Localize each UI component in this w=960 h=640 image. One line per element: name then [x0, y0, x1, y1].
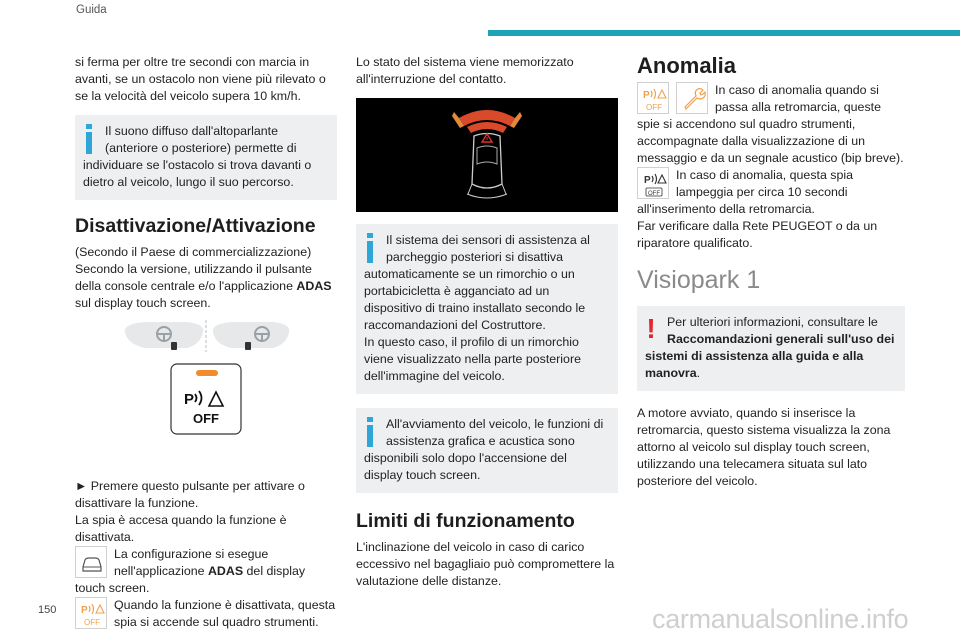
- trailer-note-text: Il sistema dei sensori di assistenza al parcheggio posteriori si disattiva automaticamente se un rimorchio o un portabicicletta è agganciato ad un dispositivo di traino installato secondo le raccomandazioni del Costruttore.: [364, 233, 590, 332]
- svg-text:P: P: [184, 391, 195, 408]
- svg-text:OFF: OFF: [84, 618, 100, 627]
- console-buttons-illustration: [75, 312, 337, 478]
- park-assist-off-icon-alt: [637, 167, 669, 199]
- startup-note: [356, 408, 618, 493]
- console-illustration: [75, 312, 337, 478]
- exclamation-icon: !: [646, 313, 656, 344]
- info-icon: [364, 233, 376, 265]
- service-wrench-icon: [676, 82, 708, 114]
- trailer-note: [356, 224, 618, 394]
- column-left: [75, 54, 337, 631]
- off-warning-text: Quando la funzione è disattivata, questa spia si accende sul quadro strumenti.: [114, 598, 336, 629]
- park-sensor-display-image: [356, 98, 618, 212]
- intro-text: si ferma per oltre tre secondi con marcia in avanti, se un ostacolo non viene più rilevato o se la velocità del veicolo supera 10 km/h.: [75, 55, 326, 103]
- column-right: [637, 54, 905, 490]
- info-icon: [83, 124, 95, 156]
- svg-text:OFF: OFF: [646, 103, 662, 112]
- svg-text:P: P: [644, 175, 651, 186]
- memo-text: Lo stato del sistema viene memorizzato all'interruzione del contatto.: [356, 55, 574, 86]
- visiopark-text: A motore avviato, quando si inserisce la retromarcia, questo sistema visualizza la zona attorno al veicolo sul display touch screen, utilizzando una telecamera situata sul lato posteriore del veicolo.: [637, 406, 891, 488]
- country-note: (Secondo il Paese di commercializzazione): [75, 245, 312, 259]
- watermark: carmanualsonline.info: [652, 604, 909, 634]
- version-text: Secondo la versione, utilizzando il pulsante della console centrale e/o l'applicazione ADAS sul display touch screen.: [75, 262, 332, 310]
- off-warning-row: [75, 597, 337, 631]
- startup-note-text: All'avviamento del veicolo, le funzioni di assistenza grafica e acustica sono disponibili solo dopo l'accensione del display touch screen.: [364, 417, 604, 482]
- section-heading-limits: Limiti di funzionamento: [356, 510, 575, 532]
- section-heading-visiopark: Visiopark 1: [637, 266, 761, 294]
- info-icon: [364, 417, 376, 449]
- svg-text:P: P: [643, 90, 650, 101]
- anomaly-row: [637, 82, 905, 167]
- section-heading-anomaly: Anomalia: [637, 53, 737, 78]
- step-press-button: ► Premere questo pulsante per attivare o disattivare la funzione.: [75, 479, 305, 510]
- trailer-note-text-2: In questo caso, il profilo di un rimorchio viene visualizzato nella parte posteriore dell'immagine del veicolo.: [364, 335, 581, 383]
- anomaly-row-2: [637, 167, 905, 218]
- warning-note: ! Per ulteriori informazioni, consultare le Raccomandazioni generali sull'uso dei sistemi di assistenza alla guida e alla manovra.: [637, 306, 905, 391]
- header-accent-bar: [488, 30, 960, 36]
- info-note-text: Il suono diffuso dall'altoparlante (anteriore o posteriore) permette di individuare se l'ostacolo si trova davanti o dietro al veicolo, lungo il suo percorso.: [83, 124, 312, 189]
- anomaly-text-2: In caso di anomalia, questa spia lampeggia per circa 10 secondi all'inserimento della retromarcia.: [637, 168, 854, 216]
- svg-text:OFF: OFF: [648, 191, 660, 197]
- info-note: [75, 115, 337, 200]
- limits-text: L'inclinazione del veicolo in caso di carico eccessivo nel bagagliaio può compromettere la valutazione delle distanze.: [356, 540, 615, 588]
- header-section-title: Guida: [76, 4, 107, 16]
- park-assist-off-icon: [75, 597, 107, 629]
- section-heading-deactivation: Disattivazione/Attivazione: [75, 215, 316, 237]
- anomaly-text-1: In caso di anomalia quando si passa alla retromarcia, queste spie si accendono sul quadro strumenti, accompagnate dalla visualizzazione di un messaggio e da un segnale acustico (bip breve).: [637, 83, 904, 165]
- step-light-state: La spia è accesa quando la funzione è disattivata.: [75, 513, 287, 544]
- anomaly-text-3: Far verificare dalla Rete PEUGEOT o da un riparatore qualificato.: [637, 219, 878, 250]
- off-button-label: OFF: [193, 411, 219, 426]
- column-middle: [356, 54, 618, 590]
- park-assist-off-icon: [637, 82, 669, 114]
- car-settings-icon: [75, 546, 107, 578]
- svg-text:P: P: [81, 605, 88, 616]
- page-number: 150: [38, 604, 57, 616]
- config-row: La configurazione si esegue nell'applicazione ADAS del display touch screen.: [75, 547, 306, 595]
